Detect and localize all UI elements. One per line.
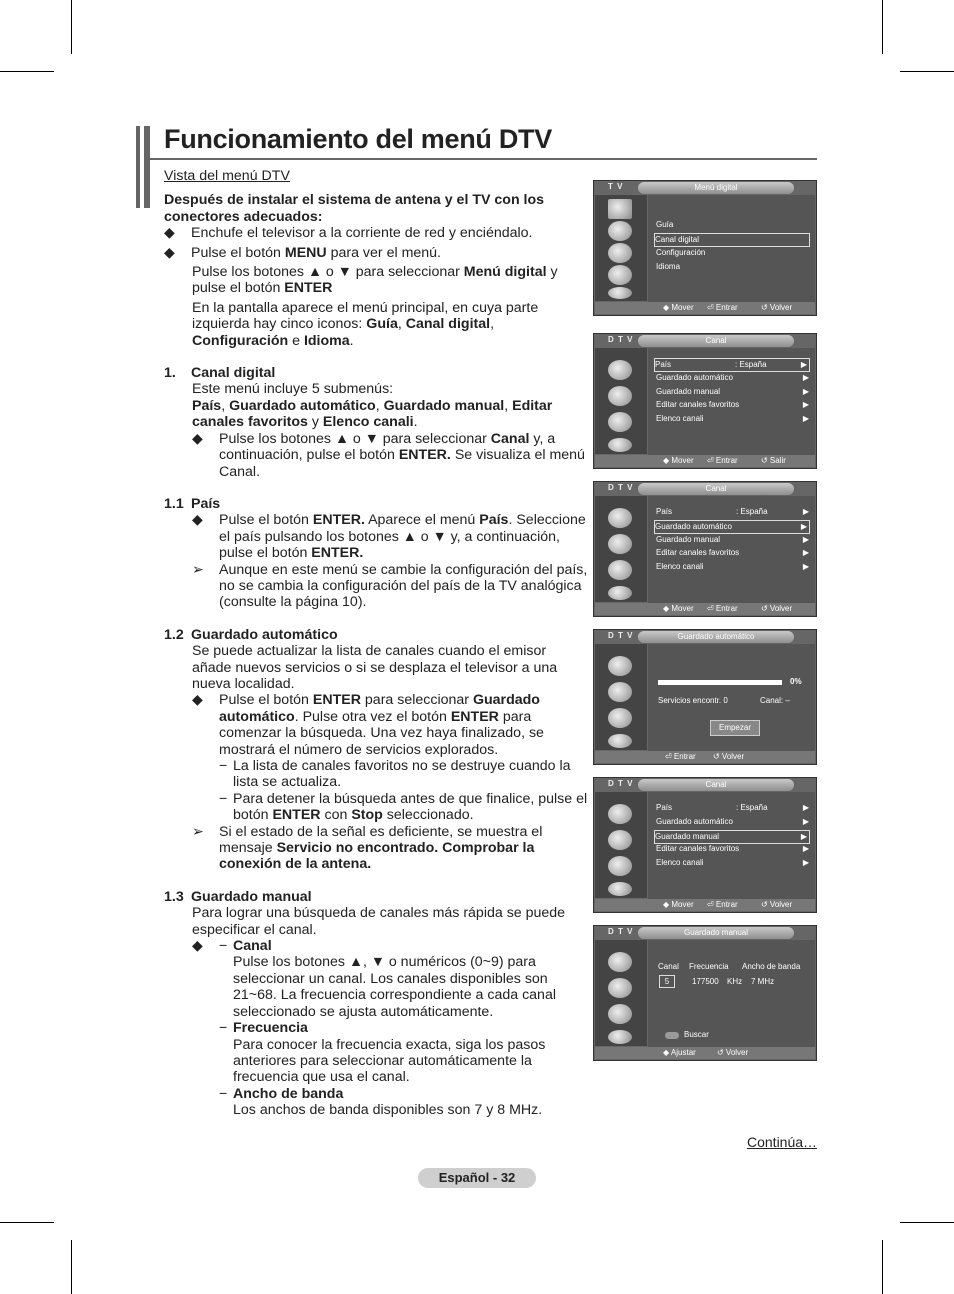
screen-canal-guardado-auto — [593, 481, 817, 617]
section-1-2-dash: − Para detener la búsqueda antes de que finalice, pulse el botón ENTER con Stop seleccionado. — [219, 790, 588, 824]
screen-main — [648, 496, 815, 603]
gear-icon — [608, 560, 632, 580]
gear-icon — [608, 856, 632, 876]
channel-icon — [608, 221, 632, 241]
crop-mark — [71, 0, 72, 54]
screen-menu-digital — [593, 180, 817, 316]
buscar-button-icon[interactable] — [665, 1032, 679, 1039]
menu-item: Guardado manual ▶ — [656, 387, 809, 396]
frecuencia-unit: KHz — [727, 977, 743, 986]
screen-bottom-bar — [595, 899, 815, 911]
screen-bottom-bar — [595, 302, 815, 314]
hint-entrar: ⏎ Entrar — [707, 456, 738, 465]
screen-label: T V — [608, 182, 624, 191]
screen-bottom-bar — [595, 751, 815, 763]
antenna-icon — [608, 243, 632, 263]
menu-item: Editar canales favoritos ▶ — [656, 548, 809, 557]
note-arrow-icon: ➢ — [192, 561, 204, 578]
channel-icon — [608, 360, 632, 380]
hint-entrar: ⏎ Entrar — [707, 303, 738, 312]
screen-main — [648, 644, 815, 751]
antenna-icon — [608, 830, 632, 850]
section-1-text: Este menú incluye 5 submenús: — [192, 381, 394, 398]
screen-bottom-bar — [595, 455, 815, 467]
hint-entrar: ⏎ Entrar — [665, 752, 696, 761]
section-1-3-frecuencia: − Frecuencia Para conocer la frecuencia exacta, siga los pasos anteriores para seleccionar automáticamente la frecuencia que usa el canal. — [219, 1020, 546, 1086]
language-icon — [608, 1030, 632, 1044]
screen-title: Canal — [638, 335, 794, 347]
services-found: Servicios encontr. 0 — [658, 696, 728, 705]
screen-canal-pais — [593, 333, 817, 469]
section-1-1-heading: 1.1 País — [164, 495, 221, 512]
continua-link: Continúa… — [747, 1134, 818, 1150]
arrow-right-icon: ▶ — [802, 803, 809, 812]
channel-icon — [608, 952, 632, 972]
arrow-right-icon: ▶ — [800, 832, 807, 841]
hint-salir: ↺ Salir — [761, 456, 786, 465]
screen-label: D T V — [608, 927, 634, 936]
screen-label: D T V — [608, 631, 634, 640]
hint-volver: ↺ Volver — [717, 1048, 749, 1057]
arrow-right-icon: ▶ — [802, 400, 809, 409]
gear-icon — [608, 412, 632, 432]
section-1-submenus: País, Guardado automático, Guardado manual, Editar canales favoritos y Elenco canali. — [192, 397, 553, 431]
crop-mark — [900, 1222, 954, 1223]
frecuencia-value: 177500 — [692, 977, 719, 986]
crop-mark — [71, 1240, 72, 1294]
section-1-3-text: Para lograr una búsqueda de canales más rápida se puede especificar el canal. — [192, 905, 566, 938]
intro-paragraph: Pulse los botones ▲ o ▼ para seleccionar Menú digital y pulse el botón ENTER — [192, 264, 558, 297]
antenna-icon — [608, 682, 632, 702]
hint-volver: ↺ Volver — [761, 900, 793, 909]
section-1-2-bullet: ◆ Pulse el botón ENTER para seleccionar Guardado automático. Pulse otra vez el botón ENTER para comenzar la búsqueda. Una vez haya finalizado, se mostrará el número de servicios explorados. — [192, 692, 544, 758]
arrow-right-icon: ▶ — [802, 844, 809, 853]
arrow-right-icon: ▶ — [802, 535, 809, 544]
screen-sidebar — [595, 792, 647, 898]
screen-sidebar — [595, 348, 647, 454]
progress-track — [658, 680, 782, 685]
crop-mark — [882, 0, 883, 54]
section-heading: Vista del menú DTV — [164, 168, 290, 184]
arrow-right-icon: ▶ — [802, 414, 809, 423]
arrow-right-icon: ▶ — [802, 373, 809, 382]
menu-item: Configuración — [656, 248, 706, 257]
menu-item: Guía — [656, 220, 674, 229]
diamond-icon: ◆ — [164, 225, 175, 242]
header-accent-stripe — [140, 126, 144, 208]
screen-main — [648, 195, 815, 302]
arrow-right-icon: ▶ — [802, 562, 809, 571]
channel-readout: Canal: – — [760, 696, 790, 705]
canal-value[interactable]: 5 — [659, 975, 675, 988]
antenna-icon — [608, 386, 632, 406]
hint-mover: ◆ Mover — [663, 456, 694, 465]
menu-item: Guardado manual ▶ — [656, 535, 809, 544]
body-text — [164, 168, 589, 1119]
screen-label: D T V — [608, 779, 634, 788]
language-icon — [608, 586, 632, 600]
language-icon — [608, 287, 632, 299]
hint-entrar: ⏎ Entrar — [707, 900, 738, 909]
screen-label: D T V — [608, 335, 634, 344]
channel-icon — [608, 508, 632, 528]
gear-icon — [608, 708, 632, 728]
menu-item-selected: Canal digital — [654, 233, 810, 247]
menu-item: Elenco canali ▶ — [656, 562, 809, 571]
hint-volver: ↺ Volver — [713, 752, 745, 761]
hint-mover: ◆ Mover — [663, 303, 694, 312]
section-1-2-text: Se puede actualizar la lista de canales cuando el emisor añade nuevos servicios o si se desplaza el televisor a una nueva localidad. — [192, 643, 558, 692]
menu-item: Editar canales favoritos ▶ — [656, 844, 809, 853]
empezar-button[interactable]: Empezar — [710, 720, 760, 736]
arrow-right-icon: ▶ — [800, 360, 807, 369]
section-1-1-note: ➢ Aunque en este menú se cambie la configuración del país, no se cambia la configuración del país de la TV analógica (consulte la página 10). — [192, 561, 588, 611]
ancho-value: 7 MHz — [751, 977, 775, 986]
language-icon — [608, 438, 632, 452]
screen-sidebar — [595, 496, 647, 602]
menu-item-selected: País : España ▶ — [654, 358, 810, 372]
note-arrow-icon: ➢ — [192, 823, 204, 840]
buscar-label: Buscar — [684, 1030, 709, 1039]
screen-main — [648, 792, 815, 899]
screen-bottom-bar — [595, 1047, 815, 1059]
hint-volver: ↺ Volver — [761, 303, 793, 312]
menu-item-selected: Guardado automático ▶ — [654, 520, 810, 534]
hint-volver: ↺ Volver — [761, 604, 793, 613]
title-rule — [150, 158, 817, 160]
page-title: Funcionamiento del menú DTV — [164, 124, 552, 154]
language-icon — [608, 734, 632, 748]
col-frecuencia: Frecuencia — [689, 962, 729, 971]
menu-item: Guardado automático ▶ — [656, 817, 809, 826]
menu-item: Guardado automático ▶ — [656, 373, 809, 382]
screen-label: D T V — [608, 483, 634, 492]
page-footer: Español - 32 — [418, 1168, 536, 1188]
intro-paragraph: En la pantalla aparece el menú principal, en cuya parte izquierda hay cinco iconos: Guía, Canal digital, Configuración e Idioma. — [192, 299, 539, 349]
hint-mover: ◆ Mover — [663, 604, 694, 613]
arrow-right-icon: ▶ — [800, 522, 807, 531]
antenna-icon — [608, 978, 632, 998]
intro-heading: Después de instalar el sistema de antena y el TV con los conectores adecuados: — [164, 192, 545, 225]
intro-bullet: ◆ Pulse el botón MENU para ver el menú. — [164, 244, 442, 261]
progress-percent: 0% — [790, 677, 802, 686]
screen-sidebar — [595, 940, 647, 1046]
diamond-icon: ◆ — [164, 244, 175, 261]
screen-title: Canal — [638, 779, 794, 791]
gear-icon — [608, 1004, 632, 1024]
arrow-right-icon: ▶ — [802, 548, 809, 557]
hint-ajustar: ◆ Ajustar — [663, 1048, 696, 1057]
screen-sidebar — [595, 644, 647, 750]
arrow-right-icon: ▶ — [802, 858, 809, 867]
diamond-icon: ◆ — [192, 938, 203, 955]
menu-item: País : España ▶ — [656, 507, 809, 516]
screen-main — [648, 940, 815, 1047]
section-1-2-heading: 1.2 Guardado automático — [164, 626, 338, 643]
section-1-3-heading: 1.3 Guardado manual — [164, 888, 312, 905]
channel-icon — [608, 804, 632, 824]
section-1-1-bullet: ◆ Pulse el botón ENTER. Aparece el menú País. Seleccione el país pulsando los botones ▲ o ▼ y, a continuación, pulse el botón ENTER. — [192, 512, 586, 562]
crop-mark — [0, 1222, 54, 1223]
menu-item: Elenco canali ▶ — [656, 414, 809, 423]
antenna-icon — [608, 534, 632, 554]
hint-entrar: ⏎ Entrar — [707, 604, 738, 613]
menu-item: Elenco canali ▶ — [656, 858, 809, 867]
arrow-right-icon: ▶ — [802, 387, 809, 396]
screen-title: Guardado manual — [638, 927, 794, 939]
gear-icon — [608, 265, 632, 285]
diamond-icon: ◆ — [192, 512, 203, 529]
section-1-3-ancho: − Ancho de banda Los anchos de banda disponibles son 7 y 8 MHz. — [219, 1085, 543, 1119]
col-ancho-banda: Ancho de banda — [742, 962, 801, 971]
channel-icon — [608, 656, 632, 676]
crop-mark — [882, 1240, 883, 1294]
guide-icon — [608, 199, 632, 219]
diamond-icon: ◆ — [192, 692, 203, 709]
intro-bullet: ◆ Enchufe el televisor a la corriente de red y enciéndalo. — [164, 225, 533, 242]
section-1-bullet: ◆ Pulse los botones ▲ o ▼ para seleccionar Canal y, a continuación, pulse el botón ENTER. Se visualiza el menú Canal. — [192, 430, 585, 480]
language-icon — [608, 882, 632, 896]
menu-item: País : España ▶ — [656, 803, 809, 812]
screen-title: Canal — [638, 483, 794, 495]
menu-item: Editar canales favoritos ▶ — [656, 400, 809, 409]
screen-sidebar — [595, 195, 647, 301]
arrow-right-icon: ▶ — [802, 507, 809, 516]
screen-guardado-manual — [593, 925, 817, 1061]
section-1-2-dash: − La lista de canales favoritos no se destruye cuando la lista se actualiza. — [219, 758, 571, 791]
col-canal: Canal — [658, 962, 679, 971]
menu-item-selected: Guardado manual ▶ — [654, 830, 810, 844]
crop-mark — [900, 71, 954, 72]
section-1-3-canal: ◆ − Canal Pulse los botones ▲, ▼ o numéricos (0~9) para seleccionar un canal. Los canales disponibles son 21~68. La frecuencia correspondiente a cada canal seleccionado se ajusta automáticamente. — [192, 938, 556, 1020]
screen-canal-guardado-manual — [593, 777, 817, 913]
section-1-2-note: ➢ Si el estado de la señal es deficiente, se muestra el mensaje Servicio no encontrado. Comprobar la conexión de la antena. — [192, 823, 543, 873]
arrow-right-icon: ▶ — [802, 817, 809, 826]
screen-title: Guardado automático — [638, 631, 794, 643]
menu-item: Idioma — [656, 262, 681, 271]
screen-title: Menú digital — [638, 182, 794, 194]
screen-guardado-automatico — [593, 629, 817, 765]
hint-mover: ◆ Mover — [663, 900, 694, 909]
crop-mark — [0, 71, 54, 72]
screen-main — [648, 348, 815, 455]
section-1-heading: 1. Canal digital — [164, 365, 276, 382]
diamond-icon: ◆ — [192, 430, 203, 447]
screen-bottom-bar — [595, 603, 815, 615]
